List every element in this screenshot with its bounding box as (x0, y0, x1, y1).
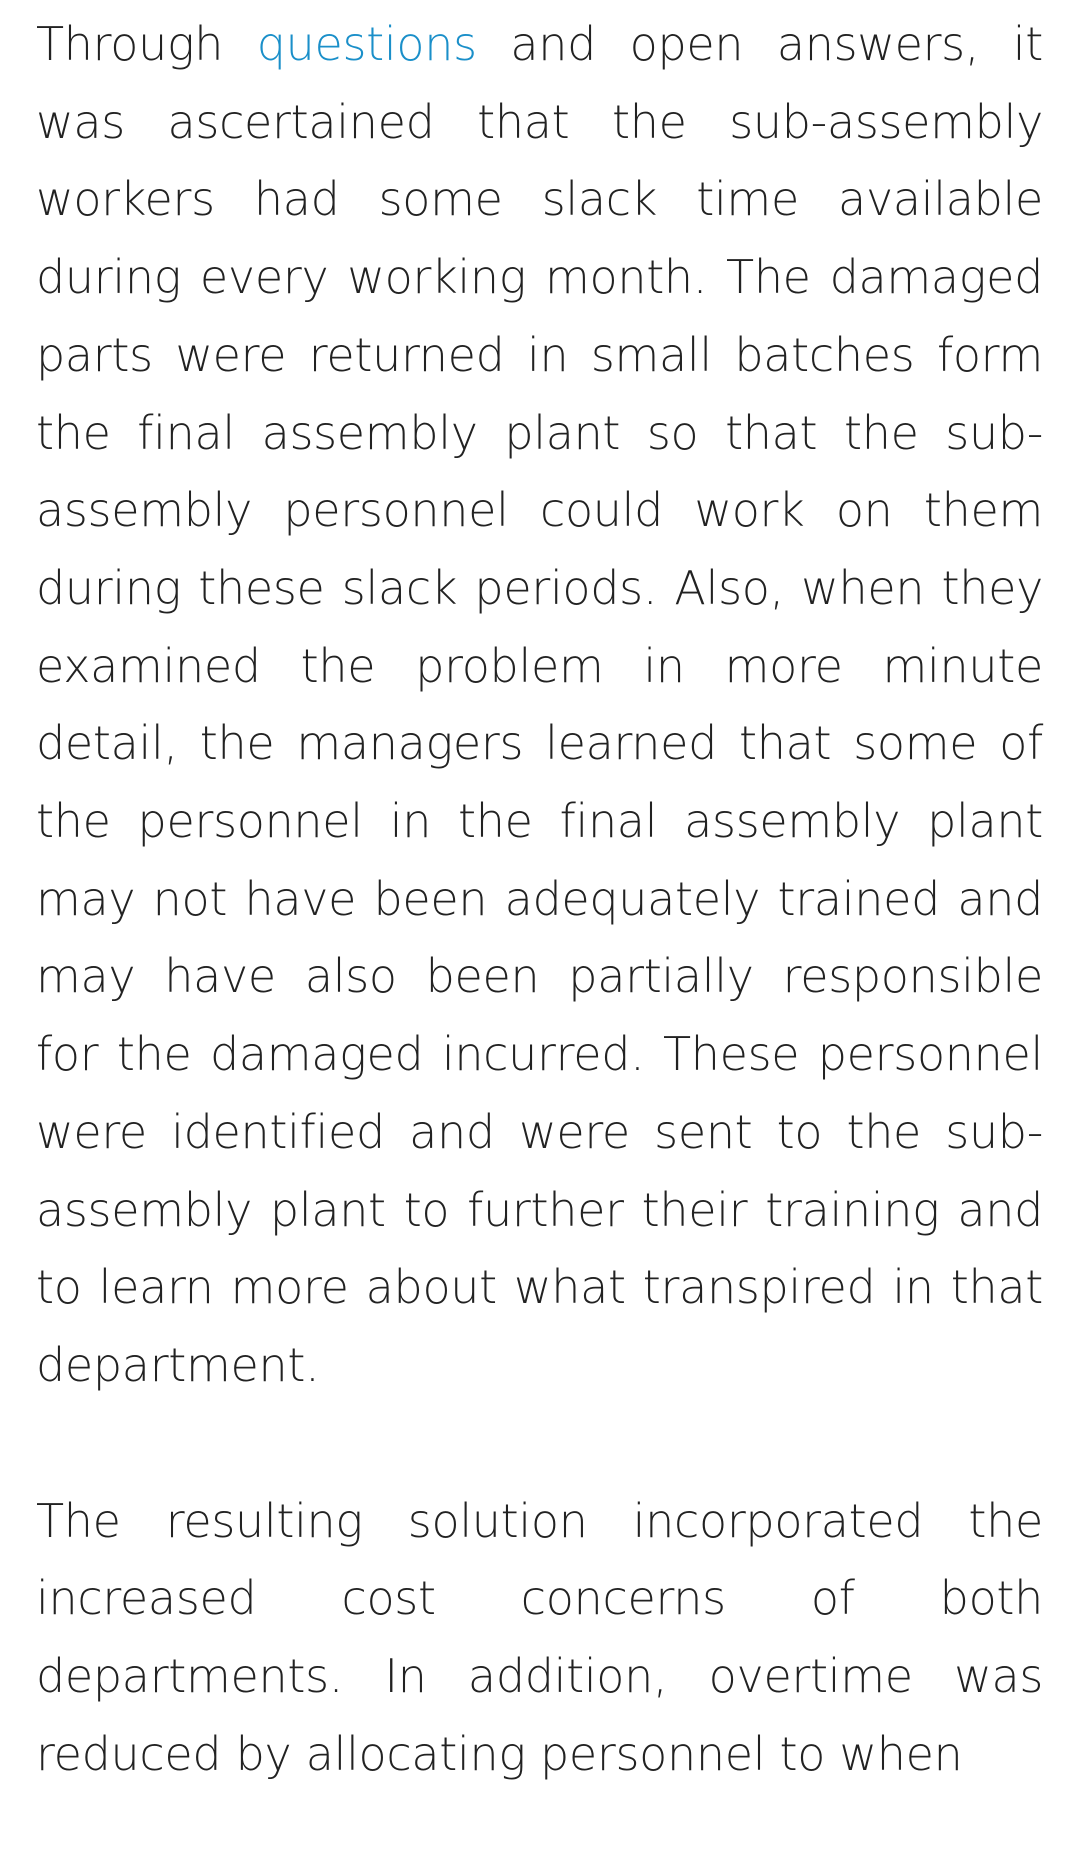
questions-link[interactable]: questions (256, 17, 477, 71)
paragraph-2: The resulting solution incorporated the increased cost concerns of both departments. In addition, overtime was reduced by allocating personnel to when (36, 1493, 1043, 1781)
paragraph-1-prefix: Through (36, 17, 257, 71)
paragraph-1 (36, 6, 1043, 1405)
article-body (36, 0, 1043, 1871)
paragraph-1-body: and open answers, it was ascertained that the sub-assembly workers had some slack time available during every working month. The damaged parts were returned in small batches form the final assembly plant so that the sub-assembly personnel could work on them during these slack periods. Also, when they examined the problem in more minute detail, the managers learned that some of the personnel in the final assembly plant may not have been adequately trained and may have also been partially responsible for the damaged incurred. These personnel were identified and were sent to the sub-assembly plant to further their training and to learn more about what transpired in that department. (36, 17, 1044, 1392)
